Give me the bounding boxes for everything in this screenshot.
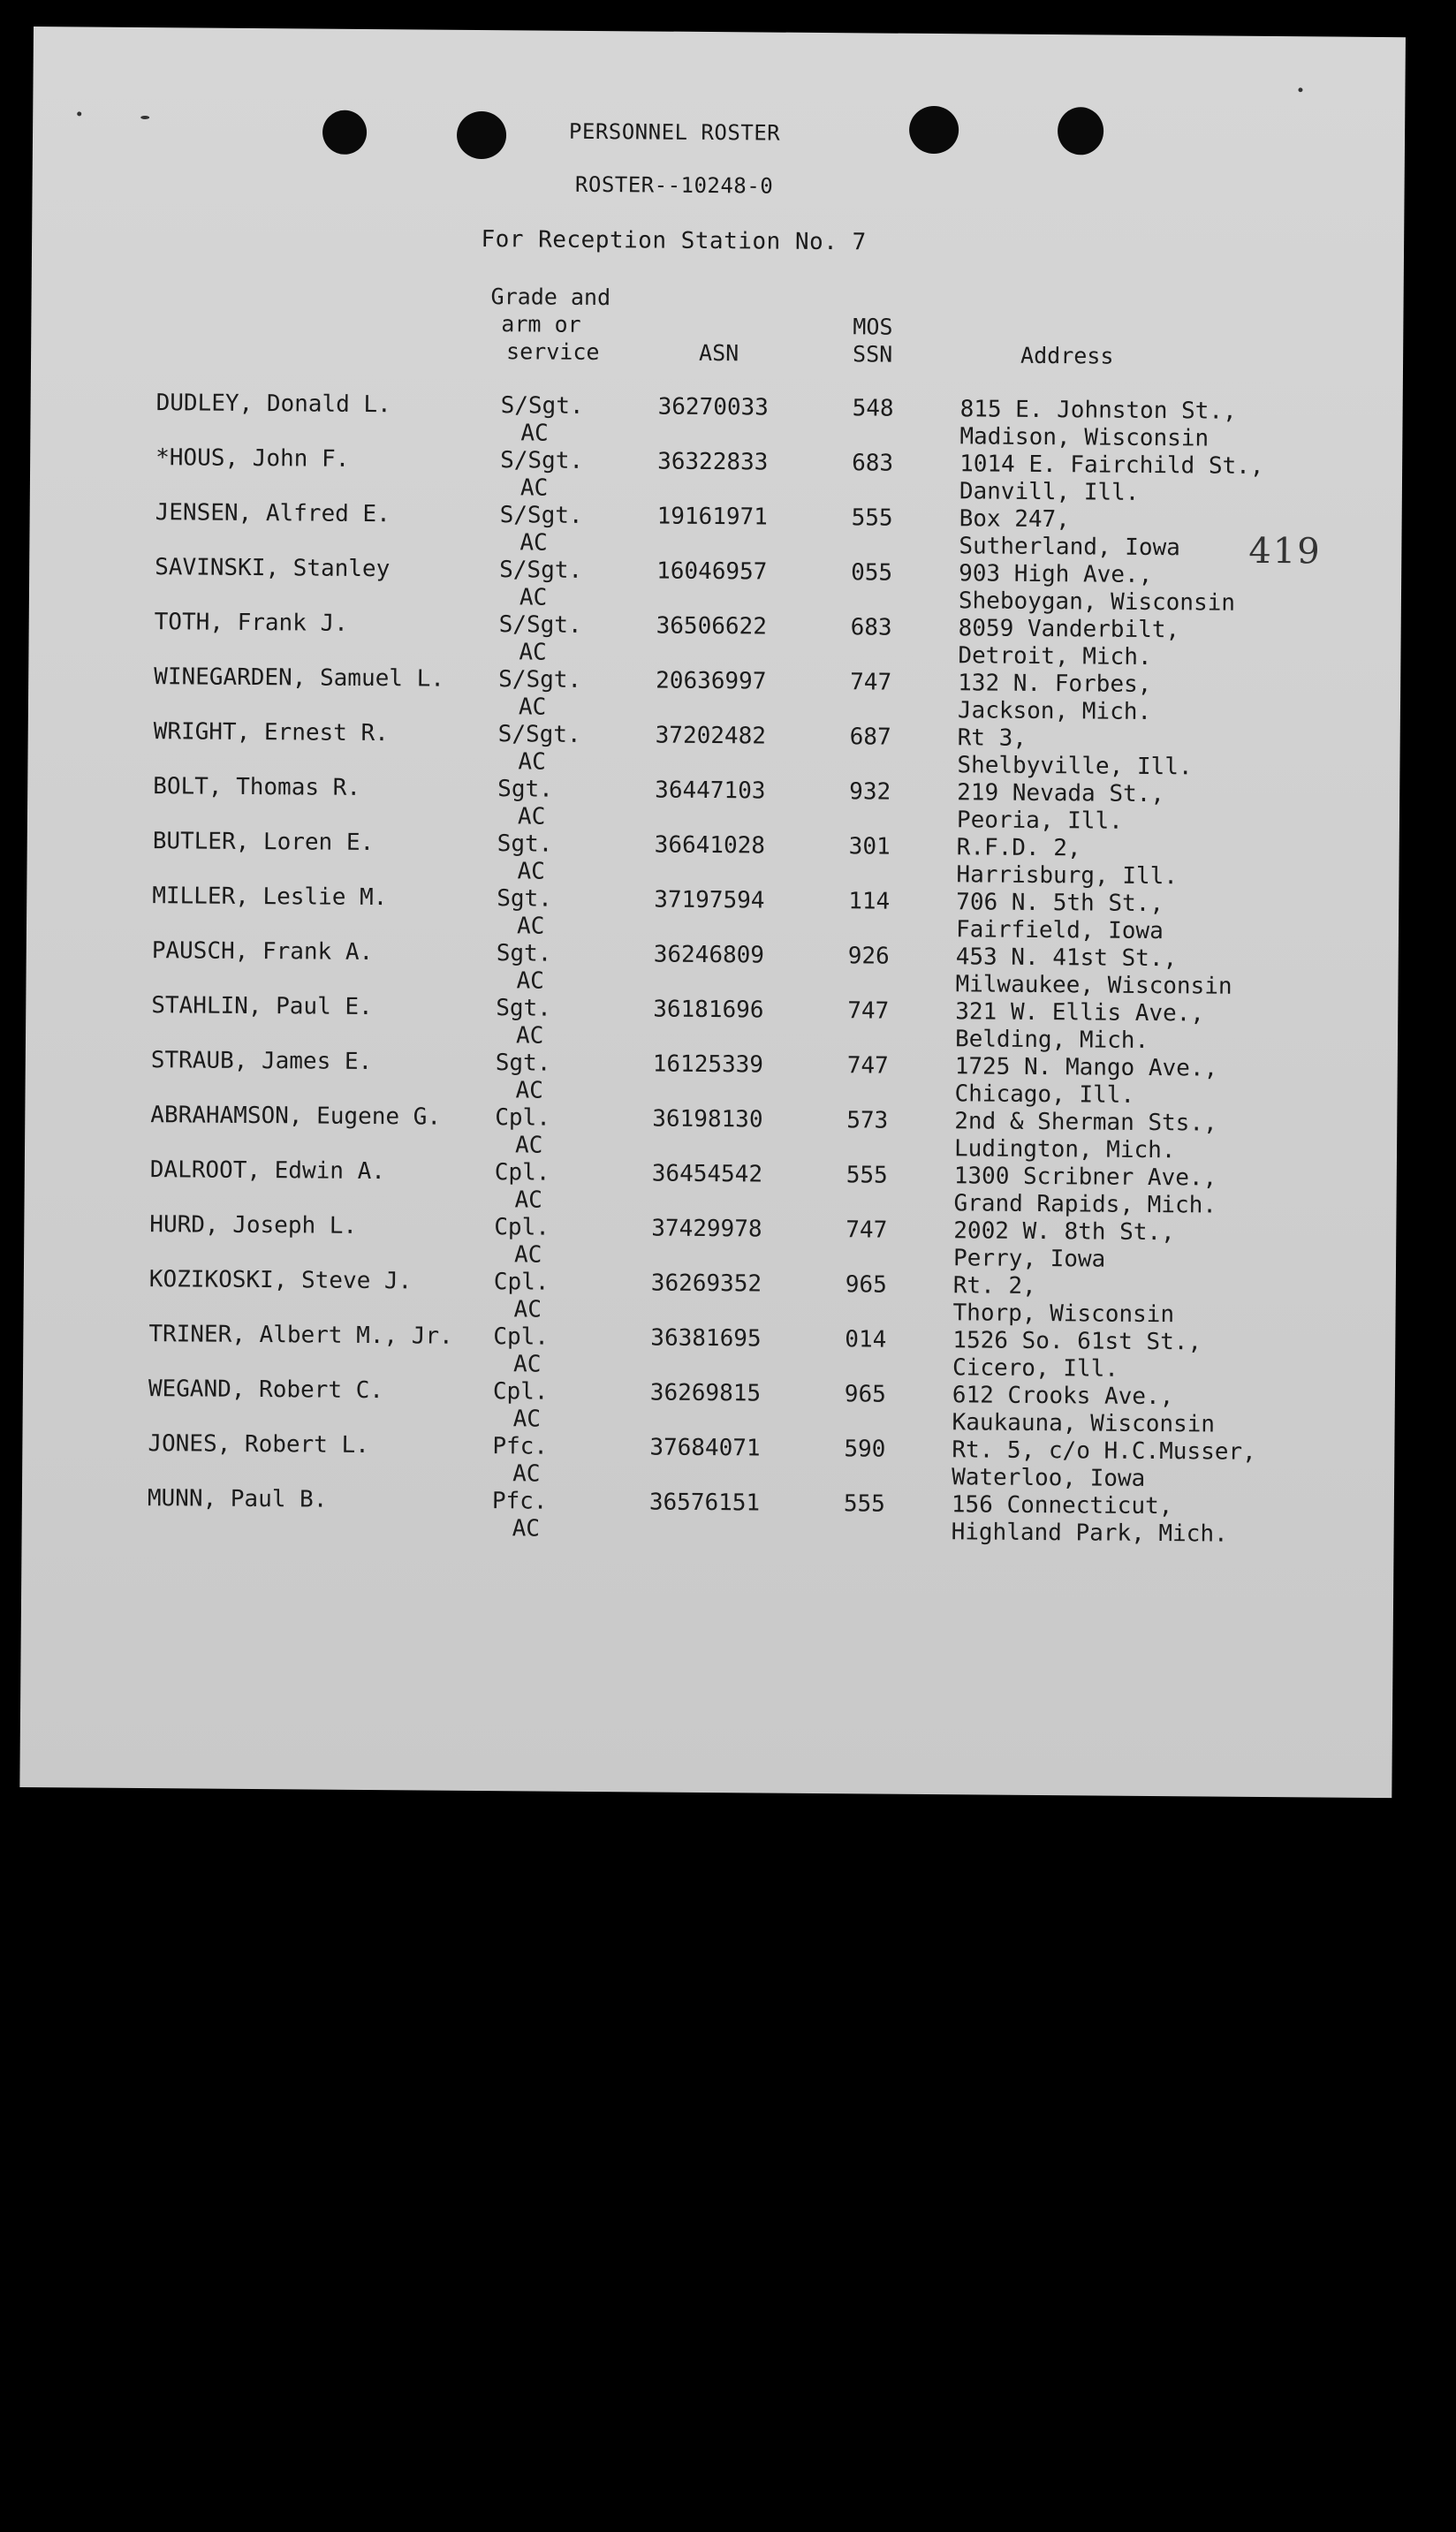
address-line-2: Chicago, Ill. — [954, 1080, 1135, 1109]
member-name: WINEGARDEN, Samuel L. — [154, 663, 445, 693]
grade: S/Sgt. — [500, 392, 584, 420]
address-line-1: 903 High Ave., — [959, 560, 1153, 588]
address-line-2: Waterloo, Iowa — [952, 1464, 1146, 1492]
grade: Sgt. — [495, 1050, 551, 1077]
arm-service: AC — [513, 1241, 542, 1269]
address-line-2: Milwaukee, Wisconsin — [955, 971, 1232, 1000]
address-line-2: Kaukauna, Wisconsin — [952, 1409, 1216, 1438]
address-line-1: 156 Connecticut, — [951, 1491, 1173, 1520]
asn: 36181696 — [653, 996, 764, 1024]
address-line-2: Cicero, Ill. — [952, 1354, 1119, 1383]
arm-service: AC — [514, 1186, 543, 1214]
asn: 36198130 — [652, 1105, 763, 1133]
address-line-1: 612 Crooks Ave., — [952, 1382, 1174, 1411]
member-name: SAVINSKI, Stanley — [155, 554, 391, 583]
address-line-1: 1014 E. Fairchild St., — [959, 451, 1264, 480]
address-line-2: Detroit, Mich. — [958, 642, 1152, 671]
dust-speck — [1298, 87, 1302, 92]
station-line: For Reception Station No. 7 — [481, 225, 867, 256]
address-line-1: 815 E. Johnston St., — [959, 396, 1237, 425]
member-name: BUTLER, Loren E. — [152, 828, 375, 857]
roster-title: PERSONNEL ROSTER — [568, 118, 781, 146]
asn: 37202482 — [655, 722, 767, 750]
address-line-2: Perry, Iowa — [952, 1245, 1106, 1273]
grade: Cpl. — [493, 1269, 550, 1296]
grade: Sgt. — [497, 776, 553, 803]
roster-row — [22, 1484, 1394, 1550]
member-name: ABRAHAMSON, Eugene G. — [150, 1102, 442, 1131]
grade: Pfc. — [492, 1433, 549, 1460]
asn: 36641028 — [654, 831, 766, 860]
grade: Pfc. — [491, 1488, 548, 1515]
address-line-1: 2nd & Sherman Sts., — [954, 1108, 1217, 1137]
address-line-2: Madison, Wisconsin — [959, 423, 1210, 452]
address-line-1: 132 N. Forbes, — [958, 670, 1152, 698]
arm-service: AC — [518, 694, 547, 721]
asn: 36269815 — [649, 1379, 762, 1407]
arm-service: AC — [517, 803, 546, 830]
mos-ssn: 926 — [847, 943, 890, 970]
mos-ssn: 014 — [845, 1326, 887, 1353]
address-line-1: 1725 N. Mango Ave., — [954, 1053, 1218, 1082]
page-number: 419 — [1248, 530, 1322, 572]
asn: 36447103 — [655, 777, 766, 805]
asn: 36506622 — [656, 612, 768, 641]
mos-ssn: 683 — [852, 450, 894, 477]
address-line-2: Harrisburg, Ill. — [956, 861, 1179, 891]
address-line-2: Jackson, Mich. — [957, 697, 1152, 725]
asn: 16125339 — [652, 1050, 764, 1079]
mos-ssn: 687 — [849, 724, 891, 751]
mos-ssn: 965 — [845, 1271, 887, 1299]
mos-ssn: 747 — [847, 997, 890, 1025]
arm-service: AC — [518, 748, 546, 776]
grade-header-line: service — [506, 338, 600, 366]
arm-service: AC — [519, 584, 548, 611]
address-line-2: Belding, Mich. — [954, 1026, 1149, 1054]
address-line-2: Shelbyville, Ill. — [957, 752, 1193, 781]
mos-ssn: 055 — [851, 559, 893, 587]
address-line-1: 2002 W. 8th St., — [953, 1217, 1175, 1247]
grade: S/Sgt. — [500, 447, 584, 474]
grade-column-header — [490, 283, 610, 366]
asn: 19161971 — [656, 503, 769, 531]
address-line-2: Highland Park, Mich. — [951, 1519, 1228, 1548]
member-name: JENSEN, Alfred E. — [155, 499, 391, 528]
address-line-2: Fairfield, Iowa — [955, 916, 1164, 945]
asn: 36454542 — [651, 1160, 763, 1188]
member-name: *HOUS, John F. — [155, 444, 350, 473]
arm-service: AC — [516, 967, 544, 995]
arm-service: AC — [519, 474, 549, 502]
mos-header-line: MOS — [853, 314, 893, 340]
mos-ssn: 965 — [844, 1381, 886, 1408]
address-line-1: Box 247, — [959, 505, 1071, 534]
mos-ssn: 548 — [852, 395, 894, 422]
member-name: WEGAND, Robert C. — [148, 1376, 384, 1405]
asn: 37197594 — [654, 886, 765, 914]
grade: S/Sgt. — [499, 557, 583, 584]
arm-service: AC — [514, 1132, 543, 1159]
asn: 16046957 — [656, 557, 768, 586]
mos-ssn: 555 — [851, 504, 893, 532]
asn-column-header: ASN — [699, 339, 739, 367]
grade: Cpl. — [493, 1323, 550, 1351]
grade: Cpl. — [495, 1104, 551, 1132]
grade: Cpl. — [492, 1378, 549, 1406]
address-line-1: 321 W. Ellis Ave., — [955, 998, 1205, 1027]
address-line-2: Ludington, Mich. — [953, 1135, 1176, 1164]
arm-service: AC — [520, 420, 549, 447]
asn: 36322833 — [657, 448, 769, 476]
member-name: BOLT, Thomas R. — [153, 773, 361, 801]
arm-service: AC — [516, 913, 545, 940]
address-column-header: Address — [1020, 342, 1114, 369]
arm-service: AC — [512, 1460, 541, 1488]
arm-service: AC — [513, 1296, 542, 1323]
address-line-1: Rt. 2, — [952, 1272, 1036, 1300]
address-line-1: Rt 3, — [957, 724, 1028, 752]
roster-number: ROSTER--10248-0 — [574, 171, 774, 199]
member-name: HURD, Joseph L. — [149, 1211, 358, 1239]
address-line-1: 8059 Vanderbilt, — [958, 615, 1180, 644]
address-line-2: Sheboygan, Wisconsin — [958, 588, 1236, 617]
asn: 37429978 — [651, 1215, 762, 1243]
address-line-2: Peoria, Ill. — [956, 807, 1123, 835]
address-line-1: 219 Nevada St., — [957, 779, 1165, 808]
mos-ssn: 590 — [844, 1436, 886, 1463]
grade: Sgt. — [496, 940, 552, 967]
grade: Cpl. — [494, 1214, 550, 1241]
address-line-1: R.F.D. 2, — [956, 834, 1081, 862]
grade: S/Sgt. — [498, 666, 582, 694]
arm-service: AC — [512, 1515, 541, 1543]
address-line-2: Grand Rapids, Mich. — [953, 1190, 1217, 1219]
mos-ssn: 747 — [850, 669, 892, 696]
arm-service: AC — [515, 1022, 544, 1050]
grade: S/Sgt. — [498, 611, 582, 639]
roster-page — [19, 27, 1406, 1798]
grade: S/Sgt. — [499, 502, 583, 529]
mos-ssn: 573 — [846, 1107, 889, 1134]
mos-ssn: 555 — [843, 1490, 885, 1518]
member-name: STAHLIN, Paul E. — [151, 992, 373, 1021]
arm-service: AC — [512, 1406, 542, 1433]
arm-service: AC — [517, 858, 545, 885]
address-line-1: 1526 So. 61st St., — [952, 1327, 1202, 1356]
member-name: TOTH, Frank J. — [154, 609, 348, 637]
member-name: MUNN, Paul B. — [147, 1485, 328, 1513]
member-name: DALROOT, Edwin A. — [149, 1156, 386, 1186]
asn: 36576151 — [648, 1489, 761, 1517]
mos-ssn: 932 — [849, 778, 891, 806]
asn: 37684071 — [649, 1434, 761, 1462]
grade: Sgt. — [497, 830, 553, 858]
grade: Sgt. — [497, 885, 553, 913]
arm-service: AC — [513, 1351, 542, 1378]
member-name: TRINER, Albert M., Jr. — [148, 1321, 453, 1350]
grade-header-line: arm or — [501, 311, 581, 337]
mos-ssn: 301 — [848, 833, 891, 860]
member-name: KOZIKOSKI, Steve J. — [148, 1266, 413, 1295]
mos-column-header — [853, 313, 893, 368]
address-line-2: Sutherland, Iowa — [959, 533, 1180, 562]
mos-ssn: 555 — [846, 1162, 888, 1189]
member-name: WRIGHT, Ernest R. — [153, 718, 389, 747]
mos-ssn: 683 — [850, 614, 892, 641]
arm-service: AC — [515, 1077, 543, 1104]
address-line-2: Danvill, Ill. — [959, 478, 1140, 506]
arm-service: AC — [519, 529, 548, 557]
address-line-1: 453 N. 41st St., — [955, 944, 1178, 973]
arm-service: AC — [519, 639, 547, 666]
asn: 36270033 — [657, 393, 769, 421]
mos-ssn: 747 — [846, 1217, 888, 1244]
mos-ssn: 114 — [848, 888, 891, 915]
member-name: STRAUB, James E. — [150, 1047, 373, 1076]
asn: 20636997 — [656, 667, 767, 695]
mos-header-line: SSN — [853, 341, 893, 368]
member-name: PAUSCH, Frank A. — [151, 937, 374, 967]
address-line-1: 706 N. 5th St., — [956, 889, 1164, 918]
member-name: JONES, Robert L. — [148, 1430, 369, 1459]
grade: S/Sgt. — [497, 721, 581, 748]
asn: 36269352 — [650, 1270, 762, 1298]
asn: 36381695 — [650, 1324, 762, 1353]
grade-header-line: Grade and — [490, 284, 611, 311]
member-name: DUDLEY, Donald L. — [155, 390, 391, 419]
grade: Sgt. — [496, 995, 552, 1022]
member-name: MILLER, Leslie M. — [152, 883, 388, 912]
address-line-1: Rt. 5, c/o H.C.Musser, — [952, 1437, 1256, 1466]
address-line-1: 1300 Scribner Ave., — [953, 1163, 1217, 1192]
grade: Cpl. — [494, 1159, 550, 1186]
address-line-2: Thorp, Wisconsin — [952, 1300, 1175, 1329]
mos-ssn: 747 — [846, 1052, 889, 1080]
asn: 36246809 — [653, 941, 765, 969]
